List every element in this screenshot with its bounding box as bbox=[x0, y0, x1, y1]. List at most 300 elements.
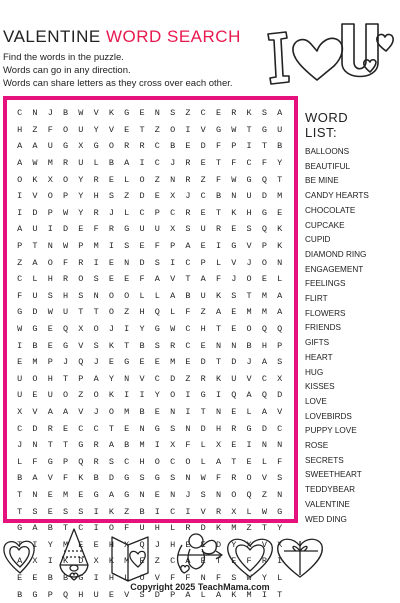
gnome-icon bbox=[60, 529, 88, 580]
grid-letter: O bbox=[93, 324, 99, 335]
grid-letter: P bbox=[231, 141, 237, 152]
grid-letter: Z bbox=[154, 174, 160, 185]
grid-letter: C bbox=[154, 373, 160, 384]
grid-letter: B bbox=[139, 340, 145, 351]
grid-letter: G bbox=[261, 207, 267, 218]
grid-letter: U bbox=[277, 124, 283, 135]
grid-letter: E bbox=[47, 324, 53, 335]
grid-letter: E bbox=[32, 390, 38, 401]
grid-letter: J bbox=[185, 489, 191, 500]
grid-letter: W bbox=[47, 307, 53, 318]
grid-letter: X bbox=[93, 556, 99, 567]
grid-letter: W bbox=[231, 124, 237, 135]
grid-letter: D bbox=[32, 423, 38, 434]
grid-letter: F bbox=[185, 440, 191, 451]
grid-letter: I bbox=[185, 506, 191, 517]
grid-letter: K bbox=[78, 473, 84, 484]
grid-letter: N bbox=[277, 440, 283, 451]
grid-letter: C bbox=[93, 423, 99, 434]
grid-letter: A bbox=[277, 290, 283, 301]
grid-letter: S bbox=[154, 340, 160, 351]
grid-letter: J bbox=[93, 406, 99, 417]
grid-letter: G bbox=[154, 473, 160, 484]
grid-letter: T bbox=[215, 158, 222, 169]
grid-letter: A bbox=[277, 307, 283, 318]
grid-letter: T bbox=[200, 406, 206, 417]
grid-letter: I bbox=[261, 589, 267, 600]
heart-outline-icon bbox=[4, 541, 34, 573]
grid-letter: S bbox=[47, 290, 53, 301]
grid-letter: X bbox=[78, 141, 84, 152]
grid-letter: T bbox=[93, 307, 99, 318]
grid-letter: N bbox=[170, 406, 176, 417]
grid-letter: J bbox=[185, 191, 191, 202]
grid-letter: E bbox=[124, 274, 130, 285]
grid-letter: C bbox=[78, 523, 84, 534]
grid-letter: K bbox=[32, 174, 38, 185]
grid-letter: E bbox=[139, 108, 145, 119]
grid-letter: Z bbox=[124, 191, 130, 202]
grid-letter: F bbox=[215, 274, 222, 285]
grid-letter: E bbox=[78, 539, 84, 550]
grid-letter: L bbox=[200, 456, 206, 467]
grid-letter: J bbox=[93, 357, 99, 368]
grid-letter: Y bbox=[78, 174, 84, 185]
grid-letter: J bbox=[108, 207, 114, 218]
grid-letter: R bbox=[62, 158, 69, 169]
grid-letter: Q bbox=[78, 357, 84, 368]
grid-letter: E bbox=[231, 324, 237, 335]
grid-letter: T bbox=[246, 124, 252, 135]
grid-letter: N bbox=[261, 440, 267, 451]
word-list-item: CANDY HEARTS bbox=[305, 191, 369, 201]
grid-letter: F bbox=[277, 456, 283, 467]
grid-letter: S bbox=[261, 108, 267, 119]
grid-letter: N bbox=[139, 423, 145, 434]
grid-letter: C bbox=[185, 324, 191, 335]
grid-letter: C bbox=[17, 108, 23, 119]
word-list-item: FLOWERS bbox=[305, 308, 346, 318]
grid-letter: N bbox=[231, 191, 237, 202]
grid-letter: B bbox=[246, 340, 252, 351]
grid-letter: B bbox=[139, 506, 145, 517]
grid-letter: A bbox=[185, 241, 191, 252]
grid-letter: L bbox=[93, 158, 99, 169]
grid-letter: E bbox=[200, 241, 206, 252]
grid-letter: O bbox=[170, 390, 176, 401]
grid-letter: U bbox=[93, 589, 99, 600]
grid-letter: E bbox=[78, 224, 84, 235]
grid-letter: G bbox=[124, 473, 130, 484]
grid-letter: G bbox=[32, 324, 38, 335]
grid-letter: E bbox=[62, 423, 69, 434]
grid-letter: E bbox=[139, 241, 145, 252]
grid-letter: I bbox=[93, 506, 99, 517]
grid-letter: R bbox=[231, 423, 237, 434]
grid-letter: L bbox=[154, 290, 160, 301]
grid-letter: F bbox=[215, 174, 222, 185]
grid-letter: N bbox=[200, 572, 206, 583]
grid-letter: E bbox=[124, 124, 130, 135]
grid-letter: D bbox=[154, 589, 160, 600]
grid-letter: O bbox=[93, 390, 99, 401]
grid-letter: O bbox=[246, 473, 252, 484]
grid-letter: T bbox=[47, 440, 53, 451]
grid-letter: E bbox=[154, 406, 160, 417]
grid-letter: D bbox=[170, 373, 176, 384]
grid-letter: U bbox=[47, 390, 53, 401]
grid-letter: L bbox=[139, 290, 145, 301]
grid-letter: Y bbox=[277, 523, 283, 534]
grid-letter: L bbox=[17, 456, 23, 467]
grid-letter: M bbox=[124, 556, 130, 567]
grid-letter: O bbox=[231, 489, 237, 500]
grid-letter: F bbox=[215, 141, 222, 152]
grid-letter: E bbox=[154, 357, 160, 368]
grid-letter: C bbox=[78, 423, 84, 434]
grid-letter: T bbox=[62, 523, 69, 534]
grid-letter: C bbox=[246, 158, 252, 169]
grid-letter: W bbox=[62, 207, 69, 218]
grid-letter: V bbox=[261, 473, 267, 484]
grid-letter: U bbox=[139, 224, 145, 235]
grid-letter: A bbox=[108, 440, 114, 451]
grid-letter: A bbox=[17, 158, 23, 169]
grid-letter: S bbox=[62, 506, 69, 517]
grid-letter: V bbox=[32, 191, 38, 202]
word-list-item: TEDDYBEAR bbox=[305, 485, 356, 495]
grid-letter: A bbox=[124, 158, 130, 169]
grid-letter: B bbox=[32, 340, 38, 351]
grid-letter: R bbox=[62, 274, 69, 285]
grid-letter: R bbox=[185, 174, 191, 185]
word-list-item: FRIENDS bbox=[305, 323, 341, 333]
grid-letter: M bbox=[261, 307, 267, 318]
grid-letter: Q bbox=[62, 324, 69, 335]
grid-letter: A bbox=[215, 589, 222, 600]
grid-letter: S bbox=[78, 506, 84, 517]
grid-letter: B bbox=[139, 406, 145, 417]
grid-letter: F bbox=[139, 274, 145, 285]
grid-letter: E bbox=[124, 423, 130, 434]
grid-letter: E bbox=[47, 506, 53, 517]
grid-letter: H bbox=[93, 191, 99, 202]
grid-letter: I bbox=[215, 390, 222, 401]
grid-letter: W bbox=[62, 241, 69, 252]
grid-letter: D bbox=[215, 539, 222, 550]
grid-letter: I bbox=[93, 257, 99, 268]
word-list-item: BE MINE bbox=[305, 176, 339, 186]
grid-letter: A bbox=[261, 357, 267, 368]
grid-letter: S bbox=[170, 473, 176, 484]
word-list-item: ROSE bbox=[305, 441, 329, 451]
grid-letter: N bbox=[170, 489, 176, 500]
grid-letter: I bbox=[17, 340, 23, 351]
grid-letter: A bbox=[215, 456, 222, 467]
grid-letter: A bbox=[32, 257, 38, 268]
grid-letter: I bbox=[170, 257, 176, 268]
grid-letter: P bbox=[47, 357, 53, 368]
grid-letter: E bbox=[139, 357, 145, 368]
word-list-title-line: LIST: bbox=[305, 125, 338, 140]
grid-letter: M bbox=[277, 191, 283, 202]
grid-letter: K bbox=[62, 556, 69, 567]
grid-letter: H bbox=[108, 539, 114, 550]
grid-letter: G bbox=[32, 589, 38, 600]
grid-letter: L bbox=[246, 406, 252, 417]
grid-letter: U bbox=[17, 373, 23, 384]
grid-letter: K bbox=[277, 241, 283, 252]
grid-letter: L bbox=[277, 572, 283, 583]
grid-letter: Z bbox=[78, 390, 84, 401]
title-part-2: WORD SEARCH bbox=[105, 27, 241, 46]
grid-letter: A bbox=[170, 290, 176, 301]
grid-letter: H bbox=[47, 274, 53, 285]
grid-letter: B bbox=[170, 141, 176, 152]
grid-letter: O bbox=[32, 373, 38, 384]
grid-letter: R bbox=[124, 141, 130, 152]
grid-letter: I bbox=[93, 523, 99, 534]
grid-letter: K bbox=[108, 340, 114, 351]
grid-letter: V bbox=[78, 406, 84, 417]
grid-letter: T bbox=[185, 274, 191, 285]
grid-letter: J bbox=[17, 440, 23, 451]
grid-letter: E bbox=[231, 307, 237, 318]
grid-letter: D bbox=[108, 473, 114, 484]
grid-letter: N bbox=[154, 108, 160, 119]
grid-letter: W bbox=[32, 158, 38, 169]
grid-letter: E bbox=[231, 406, 237, 417]
grid-letter: P bbox=[261, 241, 267, 252]
grid-letter: V bbox=[231, 257, 237, 268]
grid-letter: E bbox=[185, 539, 191, 550]
grid-letter: Q bbox=[139, 539, 145, 550]
grid-letter: W bbox=[231, 174, 237, 185]
grid-letter: N bbox=[185, 473, 191, 484]
grid-letter: H bbox=[17, 124, 23, 135]
grid-letter: N bbox=[215, 489, 222, 500]
grid-letter: O bbox=[246, 274, 252, 285]
grid-letter: J bbox=[47, 108, 53, 119]
grid-letter: C bbox=[17, 423, 23, 434]
grid-letter: C bbox=[261, 373, 267, 384]
grid-letter: T bbox=[215, 556, 222, 567]
grid-letter: M bbox=[62, 539, 69, 550]
grid-letter: U bbox=[78, 124, 84, 135]
grid-letter: F bbox=[170, 572, 176, 583]
grid-letter: I bbox=[277, 556, 283, 567]
grid-letter: F bbox=[62, 473, 69, 484]
grid-letter: G bbox=[215, 124, 222, 135]
word-list-item: FLIRT bbox=[305, 294, 328, 304]
grid-letter: G bbox=[231, 241, 237, 252]
grid-letter: K bbox=[277, 224, 283, 235]
grid-letter: K bbox=[108, 390, 114, 401]
grid-letter: W bbox=[78, 108, 84, 119]
grid-letter: T bbox=[231, 456, 237, 467]
grid-letter: X bbox=[277, 373, 283, 384]
grid-letter: E bbox=[17, 572, 23, 583]
grid-letter: V bbox=[277, 406, 283, 417]
grid-letter: Q bbox=[246, 489, 252, 500]
grid-letter: C bbox=[170, 556, 176, 567]
grid-letter: C bbox=[154, 158, 160, 169]
grid-letter: N bbox=[32, 440, 38, 451]
grid-letter: D bbox=[277, 390, 283, 401]
grid-letter: L bbox=[200, 589, 206, 600]
grid-letter: H bbox=[261, 340, 267, 351]
grid-letter: M bbox=[47, 158, 53, 169]
grid-letter: U bbox=[78, 158, 84, 169]
bottom-doodles bbox=[0, 525, 400, 585]
grid-letter: I bbox=[185, 124, 191, 135]
grid-letter: Y bbox=[93, 124, 99, 135]
grid-letter: G bbox=[154, 324, 160, 335]
grid-letter: V bbox=[124, 589, 130, 600]
grid-letter: L bbox=[246, 506, 252, 517]
heart-outline-icon bbox=[228, 539, 273, 577]
grid-letter: H bbox=[154, 523, 160, 534]
grid-letter: I bbox=[93, 572, 99, 583]
grid-letter: T bbox=[62, 373, 69, 384]
grid-letter: F bbox=[47, 124, 53, 135]
grid-letter: Q bbox=[231, 390, 237, 401]
grid-letter: I bbox=[32, 539, 38, 550]
grid-letter: K bbox=[215, 523, 222, 534]
grid-letter: I bbox=[124, 324, 130, 335]
grid-letter: B bbox=[62, 572, 69, 583]
grid-letter: F bbox=[17, 290, 23, 301]
grid-letter: D bbox=[139, 191, 145, 202]
grid-letter: X bbox=[32, 556, 38, 567]
grid-letter: I bbox=[215, 241, 222, 252]
grid-letter: G bbox=[93, 141, 99, 152]
grid-letter: J bbox=[154, 539, 160, 550]
word-list-item: ENGAGEMENT bbox=[305, 264, 364, 274]
grid-letter: U bbox=[32, 224, 38, 235]
heart-outline-icon bbox=[293, 38, 342, 80]
grid-letter: I bbox=[185, 406, 191, 417]
grid-letter: C bbox=[154, 141, 160, 152]
grid-letter: Y bbox=[139, 324, 145, 335]
grid-letter: U bbox=[139, 523, 145, 534]
grid-letter: O bbox=[246, 324, 252, 335]
grid-letter: A bbox=[32, 473, 38, 484]
grid-letter: T bbox=[124, 340, 130, 351]
grid-letter: F bbox=[93, 224, 99, 235]
grid-letter: S bbox=[108, 456, 114, 467]
grid-letter: B bbox=[17, 473, 23, 484]
grid-letter: T bbox=[277, 174, 283, 185]
grid-letter: X bbox=[47, 174, 53, 185]
grid-letter: E bbox=[108, 174, 114, 185]
grid-letter: U bbox=[231, 373, 237, 384]
grid-letter: Q bbox=[62, 589, 69, 600]
i-love-u-doodle bbox=[262, 18, 398, 94]
grid-letter: O bbox=[47, 191, 53, 202]
grid-letter: O bbox=[62, 174, 69, 185]
grid-letter: K bbox=[246, 108, 252, 119]
instructions bbox=[3, 51, 293, 90]
grid-letter: V bbox=[78, 340, 84, 351]
grid-letter: K bbox=[231, 589, 237, 600]
grid-letter: U bbox=[200, 290, 206, 301]
grid-letter: V bbox=[154, 572, 160, 583]
grid-letter: M bbox=[261, 290, 267, 301]
word-list-item: GIFTS bbox=[305, 338, 330, 348]
grid-letter: V bbox=[93, 108, 99, 119]
grid-letter: E bbox=[200, 158, 206, 169]
grid-letter: M bbox=[246, 307, 252, 318]
grid-letter: W bbox=[261, 506, 267, 517]
grid-letter: I bbox=[185, 390, 191, 401]
grid-letter: V bbox=[170, 274, 176, 285]
grid-letter: S bbox=[154, 257, 160, 268]
grid-letter: P bbox=[277, 340, 283, 351]
grid-letter: E bbox=[185, 357, 191, 368]
grid-letter: E bbox=[108, 589, 114, 600]
grid-letter: A bbox=[200, 274, 206, 285]
grid-letter: N bbox=[124, 257, 130, 268]
grid-letter: O bbox=[108, 307, 114, 318]
grid-letter: D bbox=[200, 141, 206, 152]
grid-letter: Z bbox=[17, 257, 23, 268]
grid-letter: O bbox=[62, 124, 69, 135]
grid-letter: J bbox=[170, 158, 176, 169]
grid-letter: G bbox=[78, 440, 84, 451]
grid-letter: M bbox=[62, 489, 69, 500]
word-list-item: WED DING bbox=[305, 514, 347, 524]
grid-letter: P bbox=[78, 373, 84, 384]
grid-letter: I bbox=[124, 390, 130, 401]
grid-letter: M bbox=[93, 241, 99, 252]
grid-letter: Z bbox=[185, 108, 191, 119]
word-list-item: BALLOONS bbox=[305, 147, 350, 156]
grid-letter: Q bbox=[261, 224, 267, 235]
grid-letter: O bbox=[185, 456, 191, 467]
word-list-title bbox=[305, 110, 348, 140]
grid-letter: A bbox=[154, 274, 160, 285]
grid-letter: A bbox=[47, 406, 53, 417]
grid-letter: C bbox=[170, 506, 176, 517]
grid-letter: N bbox=[139, 489, 145, 500]
grid-letter: O bbox=[108, 290, 114, 301]
grid-letter: E bbox=[200, 340, 206, 351]
grid-letter: G bbox=[93, 489, 99, 500]
grid-letter: H bbox=[108, 572, 114, 583]
grid-letter: B bbox=[47, 523, 53, 534]
grid-letter: T bbox=[277, 589, 283, 600]
grid-letter: F bbox=[185, 307, 191, 318]
valentine-card-icon bbox=[112, 537, 148, 581]
grid-letter: D bbox=[32, 207, 38, 218]
grid-letter: A bbox=[32, 141, 38, 152]
grid-letter: A bbox=[185, 556, 191, 567]
grid-letter: G bbox=[62, 340, 69, 351]
grid-letter: O bbox=[154, 456, 160, 467]
grid-letter: M bbox=[246, 589, 252, 600]
grid-letter: O bbox=[17, 174, 23, 185]
grid-letter: G bbox=[124, 108, 130, 119]
gift-heart-icon bbox=[278, 539, 323, 577]
grid-letter: I bbox=[154, 506, 160, 517]
grid-letter: K bbox=[215, 373, 222, 384]
grid-letter: S bbox=[139, 589, 145, 600]
grid-letter: Y bbox=[47, 539, 53, 550]
grid-letter: G bbox=[261, 124, 267, 135]
grid-letter: P bbox=[200, 257, 206, 268]
grid-letter: W bbox=[170, 324, 176, 335]
